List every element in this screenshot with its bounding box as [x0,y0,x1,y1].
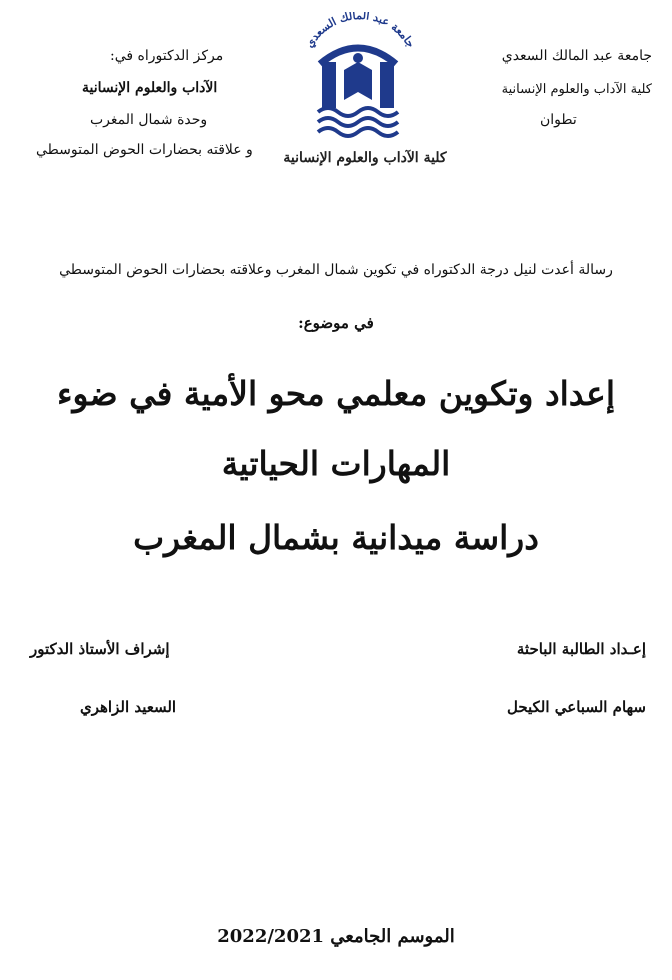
university-logo [270,12,460,172]
title-line-2: المهارات الحياتية [221,444,451,483]
unit-relation: و علاقته بحضارات الحوض المتوسطي [36,142,253,158]
faculty-name: كلية الآداب والعلوم الإنسانية [501,82,652,97]
research-unit: وحدة شمال المغرب [90,112,208,128]
topic-label: في موضوع: [298,314,374,332]
logo-bottom-text: كلية الآداب والعلوم الإنسانية [283,150,447,166]
university-name: جامعة عبد المالك السعدي [501,48,652,64]
doctoral-center-label: مركز الدكتوراه في: [110,48,224,64]
supervisor-name: السعيد الزاهري [80,698,177,716]
student-name: سهام السباعي الكيحل [506,698,646,716]
title-line-1: إعداد وتكوين معلمي محو الأمية في ضوء [57,374,615,413]
logo-top-text: جامعة عبد المالك السعدي [302,12,418,50]
prepared-by-label: إعـداد الطالبة الباحثة [516,640,646,658]
doctoral-field: الآداب والعلوم الإنسانية [82,80,218,96]
academic-year: الموسم الجامعي 2022/2021 [217,926,455,947]
title-subtitle: دراسة ميدانية بشمال المغرب [133,518,539,557]
university-emblem-icon [270,12,460,172]
supervision-label: إشراف الأستاذ الدكتور [30,640,170,658]
thesis-purpose: رسالة أعدت لنيل درجة الدكتوراه في تكوين شمال المغرب وعلاقته بحضارات الحوض المتوسطي [59,262,613,278]
city-name: تطوان [540,112,577,128]
